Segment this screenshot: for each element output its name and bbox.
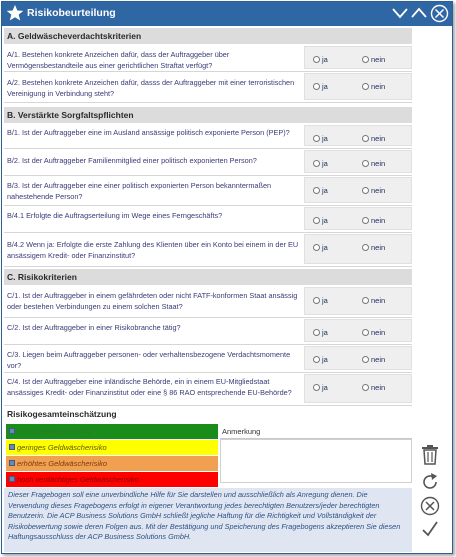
question-row: [4, 346, 412, 373]
radio-yes[interactable]: ja: [313, 159, 328, 168]
radio-no[interactable]: nein: [362, 82, 385, 91]
radio-no[interactable]: nein: [362, 159, 385, 168]
question-a2: A/2. Bestehen konkrete Anzeichen dafür, dasss der Auftraggeber mit einer terroristischen Vereinigung in Verbindung steht?: [7, 78, 295, 98]
radio-no[interactable]: nein: [362, 216, 385, 225]
answer-options: [304, 346, 412, 370]
radio-yes[interactable]: ja: [313, 328, 328, 337]
question-row: [4, 207, 412, 233]
radio-yes[interactable]: ja: [313, 243, 328, 252]
question-row: [4, 150, 412, 176]
question-row: [4, 234, 412, 267]
question-row: [4, 374, 412, 406]
answer-options: [304, 234, 412, 264]
risk-level-low[interactable]: geringes Geldwäscherisiko: [6, 440, 218, 455]
radio-yes[interactable]: ja: [313, 55, 328, 64]
question-a1: A/1. Bestehen konkrete Anzeichen dafür, dass der Auftraggeber über Vermögensbestandteile aus einer gerichtlichen Straftat verfügt?: [7, 50, 230, 70]
question-b2: B/2. Ist der Auftraggeber Familienmitglied einer politisch exponierten Person?: [7, 156, 257, 165]
answer-options: [304, 125, 412, 146]
radio-yes[interactable]: ja: [313, 355, 328, 364]
refresh-icon[interactable]: [419, 471, 441, 493]
radio-no[interactable]: nein: [362, 134, 385, 143]
trash-icon[interactable]: [419, 444, 441, 466]
question-row: [4, 319, 412, 345]
radio-no[interactable]: nein: [362, 355, 385, 364]
checkmark-icon[interactable]: [419, 518, 441, 540]
section-c-title: C. Risikokriterien: [4, 269, 412, 285]
checkbox[interactable]: [9, 428, 15, 434]
answer-options: [304, 374, 412, 403]
question-b3: B/3. Ist der Auftraggeber eine einer politisch exponierten Person bekanntermaßen nahestehende Person?: [7, 181, 272, 201]
question-c1: C/1. Ist der Auftraggeber in einem gefährdeten oder nicht FATF-konformen Staat ansässig oder bestehen Verbindungen zu einem solchen Staat?: [7, 291, 298, 311]
question-c2: C/2. Ist der Auftraggeber in einer Risikobranche tätig?: [7, 323, 181, 332]
question-row: [4, 125, 412, 149]
cancel-circle-icon[interactable]: [419, 495, 441, 517]
risk-assessment-window: [1, 1, 453, 554]
radio-no[interactable]: nein: [362, 328, 385, 337]
answer-options: [304, 207, 412, 230]
radio-yes[interactable]: ja: [313, 186, 328, 195]
star-icon: [6, 4, 24, 22]
answer-options: [304, 177, 412, 203]
maximize-button[interactable]: [410, 4, 428, 22]
risk-level-elevated[interactable]: erhöhtes Geldwäscherisiko: [6, 456, 218, 471]
radio-yes[interactable]: ja: [313, 296, 328, 305]
answer-options: [304, 319, 412, 342]
checkbox[interactable]: [9, 476, 15, 482]
radio-no[interactable]: nein: [362, 383, 385, 392]
minimize-button[interactable]: [391, 4, 409, 22]
question-b1: B/1. Ist der Auftraggeber eine im Ausland ansässige politisch exponierte Person (PEP)?: [7, 128, 290, 137]
answer-options: [304, 287, 412, 315]
remark-textarea[interactable]: [220, 439, 412, 483]
radio-no[interactable]: nein: [362, 186, 385, 195]
question-row: [4, 73, 412, 103]
answer-options: [304, 46, 412, 69]
checkbox[interactable]: [9, 460, 15, 466]
titlebar: [2, 2, 452, 26]
answer-options: [304, 73, 412, 100]
answer-options: [304, 150, 412, 173]
section-a-title: A. Geldwäscheverdachtskriterien: [4, 28, 412, 44]
disclaimer-text: Dieser Fragebogen soll eine unverbindliche Hilfe für Sie darstellen und ausschließlich als Anregung dienen. Die Verwendung dieses Fragebogens erfolgt in eigener Verantwortung jedes berechtigten Benutzers/jeder berechtigten Benutzerin. Die ACP Business Solutions GmbH schließt jegliche Haftung für die Richtigkeit und Vollständigkeit der Risikobewertung sowie deren Folgen aus. Mit der Bestätigung und Speicherung des Fragebogens akzeptieren Sie diesen Haftungsausschluss der ACP Business Solutions GmbH.: [4, 488, 412, 552]
question-row: [4, 287, 412, 318]
question-c4: C/4. Ist der Auftraggeber eine inländische Behörde, ein in einem EU-Mitgliedstaat ansässiges Kredit- oder Finanzinstitut oder eine § 86 RAO entsprechende EU-Behörde?: [7, 377, 292, 397]
radio-yes[interactable]: ja: [313, 134, 328, 143]
radio-yes[interactable]: ja: [313, 82, 328, 91]
question-b4-2: B/4.2 Wenn ja: Erfolgte die erste Zahlung des Klienten über ein Konto bei einem in der EU ansässigem Kredit- oder Finanzinstitut?: [7, 240, 299, 260]
radio-yes[interactable]: ja: [313, 383, 328, 392]
remark-label: Anmerkung: [220, 424, 412, 439]
radio-no[interactable]: nein: [362, 243, 385, 252]
radio-yes[interactable]: ja: [313, 216, 328, 225]
section-b-title: B. Verstärkte Sorgfaltspflichten: [4, 107, 412, 123]
window-title: Risikobeurteilung: [27, 7, 116, 19]
radio-no[interactable]: nein: [362, 296, 385, 305]
risk-level-none[interactable]: kein Geldwäscherisiko: [6, 424, 218, 439]
question-row: [4, 46, 412, 72]
question-c3: C/3. Liegen beim Auftraggeber personen- oder verhaltensbezogene Verdachtsmomente vor?: [7, 350, 291, 370]
questionnaire: [4, 27, 412, 553]
question-b4-1: B/4.1 Erfolgte die Auftragserteilung im Wege eines Ferngeschäfts?: [7, 211, 223, 220]
checkbox[interactable]: [9, 444, 15, 450]
radio-no[interactable]: nein: [362, 55, 385, 64]
close-button[interactable]: [430, 4, 449, 23]
risk-level-high[interactable]: hoch verdächtiges Geldwäscherisiko: [6, 472, 218, 487]
question-row: [4, 177, 412, 206]
risk-assessment-title: Risikogesamteinschätzung: [7, 409, 117, 419]
